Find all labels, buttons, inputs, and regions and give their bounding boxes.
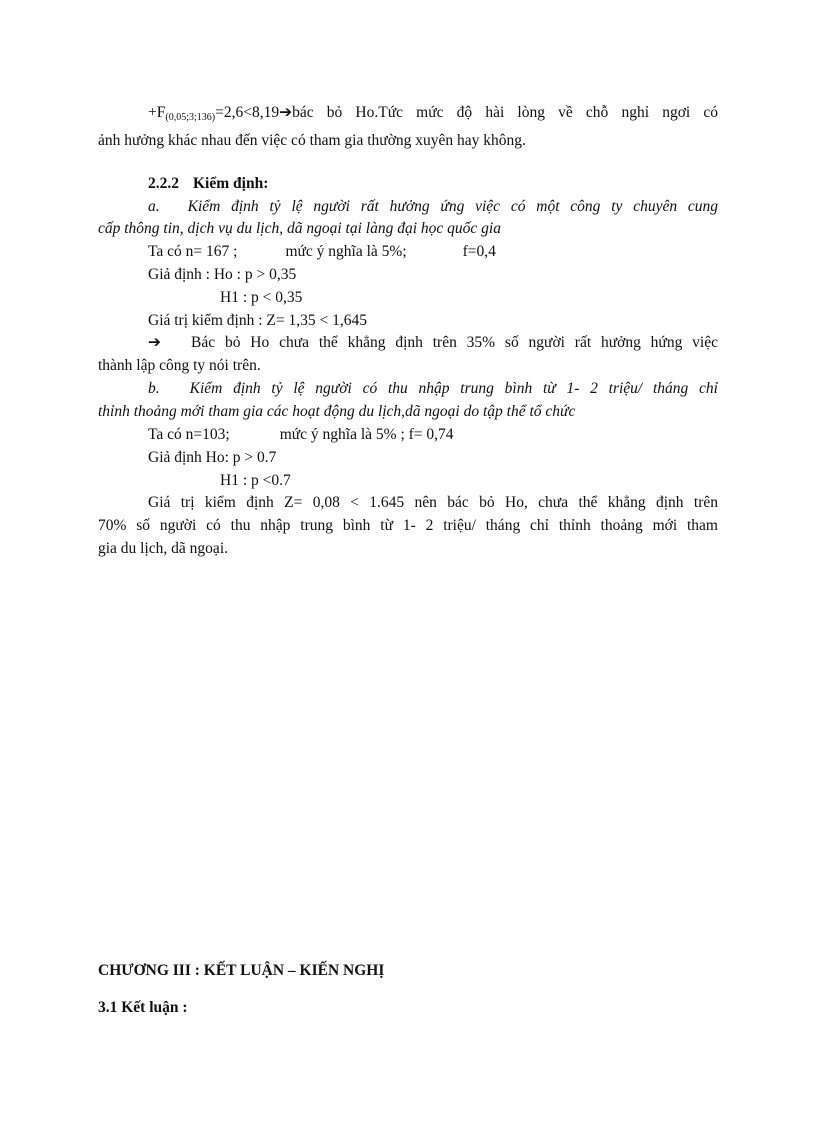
item-b-title-2: thỉnh thoảng mới tham gia các hoạt động du lịch,dã ngoại do tập thể tổ chức — [98, 403, 576, 420]
item-b-h0: Giả định Ho: p > 0.7 — [148, 449, 277, 466]
f-value: =2,6<8,19 — [215, 104, 280, 121]
section-heading — [148, 174, 268, 194]
item-a-conclusion — [148, 333, 718, 353]
chapter-title: CHƯƠNG III : KẾT LUẬN – KIẾN NGHỊ — [98, 962, 385, 979]
item-b-title-text: Kiểm định tỷ lệ người có thu nhập trung bình từ 1- 2 triệu/ tháng chỉ — [189, 380, 718, 397]
f-subscript: (0,05;3;136) — [165, 112, 216, 123]
section-title: Kiểm định: — [193, 175, 269, 192]
item-a-params — [148, 242, 496, 262]
f-test-line-2: ảnh hưởng khác nhau đến việc có tham gia thường xuyên hay không. — [98, 132, 526, 149]
right-arrow-icon: ➔ — [279, 104, 293, 121]
f-prefix: +F — [148, 104, 166, 121]
item-b-params — [148, 425, 454, 445]
item-b-conclusion-3: gia du lịch, dã ngoại. — [98, 540, 228, 557]
item-a-test-value: Giá trị kiểm định : Z= 1,35 < 1,645 — [148, 312, 367, 329]
right-arrow-icon: ➔ — [148, 334, 161, 351]
item-a-marker: a. — [148, 198, 160, 215]
item-a-alpha: mức ý nghĩa là 5%; — [285, 243, 407, 260]
item-a-title-text: Kiểm định tỷ lệ người rất hưởng ứng việc có một công ty chuyên cung — [187, 198, 718, 215]
item-a-title — [148, 197, 718, 217]
item-b-alpha-f: mức ý nghĩa là 5% ; f= 0,74 — [279, 426, 454, 443]
item-b-marker: b. — [148, 380, 160, 397]
item-b-title — [148, 379, 718, 399]
item-b-h1: H1 : p <0.7 — [220, 472, 291, 489]
item-b-n: Ta có n=103; — [148, 426, 230, 443]
item-a-conclusion-text: Bác bỏ Ho chưa thể khẳng định trên 35% số người rất hưởng hứng việc — [191, 334, 718, 351]
item-a-h1: H1 : p < 0,35 — [220, 289, 303, 306]
item-b-conclusion: Giá trị kiểm định Z= 0,08 < 1.645 nên bác bỏ Ho, chưa thể khẳng định trên — [148, 494, 718, 511]
item-a-n: Ta có n= 167 ; — [148, 243, 238, 260]
f-test-line — [148, 103, 718, 123]
item-a-f: f=0,4 — [462, 243, 496, 260]
subsection-title: 3.1 Kết luận : — [98, 999, 188, 1016]
section-number: 2.2.2 — [148, 175, 179, 192]
item-a-title-2: cấp thông tin, dịch vụ du lịch, dã ngoại tại làng đại học quốc gia — [98, 220, 501, 237]
item-b-conclusion-2: 70% số người có thu nhập trung bình từ 1- 2 triệu/ tháng chỉ thỉnh thoảng mới tham — [98, 517, 718, 534]
item-a-conclusion-2: thành lập công ty nói trên. — [98, 357, 261, 374]
item-a-h0: Giả định : Ho : p > 0,35 — [148, 266, 297, 283]
f-conclusion: bác bỏ Ho.Tức mức độ hài lòng về chỗ nghỉ ngơi có — [292, 104, 718, 121]
